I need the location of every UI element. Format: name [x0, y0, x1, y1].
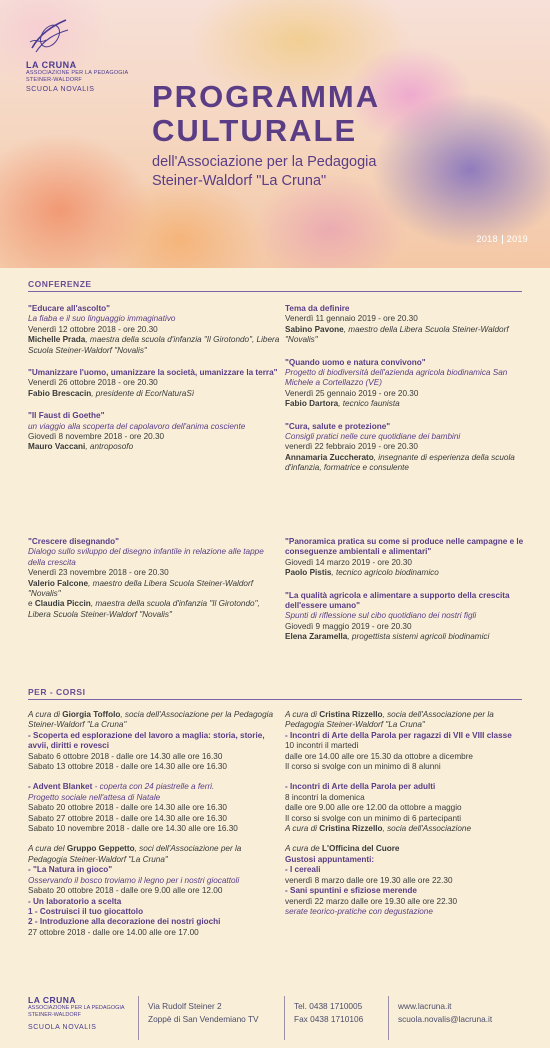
conference-item: "La qualità agricola e alimentare a supporto della crescita dell'essere umano" Spunti di riflessione sul cibo quotidiano dei nostri figli Giovedì 9 maggio 2019 - ore 20.30 Elena Zaramella, progettista sistemi agricoli biodinamici: [285, 590, 510, 642]
page-subtitle: dell'Associazione per la Pedagogia Steiner-Waldorf "La Cruna": [152, 154, 377, 189]
year-range: 2018 2019: [476, 234, 528, 244]
divider: [28, 699, 522, 700]
corsi-right: [285, 710, 525, 929]
conferenze-right-top: [285, 304, 525, 486]
course-item: A cura di Giorgia Toffolo, socia dell'Associazione per la Pedagogia Steiner-Waldorf "La Cruna" - Scoperta ed esplorazione del lavoro a maglia: storia, storie, avvii, diritti e rovesci Sabato 6 ottobre 2018 - dalle ore 14.30 alle ore 16.30 Sabato 13 ottobre 2018 - dalle ore 14.30 alle ore 16.30: [28, 710, 274, 772]
conference-item: Tema da definire Venerdì 11 gennaio 2019 - ore 20.30 Sabino Pavone, maestro della Libera Scuola Steiner-Waldorf "Novalis": [285, 304, 509, 345]
conference-item: "Educare all'ascolto" La fiaba e il suo linguaggio immaginativo Venerdì 12 ottobre 2018 - ore 20.30 Michelle Prada, maestra della scuola d'infanzia "Il Girotondo", Libera Scuola Steiner-Waldorf "Novalis": [28, 304, 280, 355]
section-corsi-label: PER - CORSI: [28, 687, 86, 697]
divider: [28, 291, 522, 292]
conference-item: "Umanizzare l'uomo, umanizzare la società, umanizzare la terra" Venerdì 26 ottobre 2018 - ore 20.30 Fabio Brescacin, presidente di EcorNaturaSì: [28, 368, 278, 398]
logo: [26, 14, 136, 93]
footer-address: Via Rudolf Steiner 2 Zoppè di San Vendemiano TV: [148, 1001, 259, 1024]
footer-logo: LA CRUNA ASSOCIAZIONE PER LA PEDAGOGIA STEINER-WALDORF SCUOLA NOVALIS: [28, 995, 125, 1031]
conferenze-left-top: [28, 304, 280, 465]
footer-phone: Tel. 0438 1710005 Fax 0438 1710106: [294, 1001, 364, 1024]
footer: [0, 992, 550, 1048]
conference-item: "Crescere disegnando" Dialogo sullo sviluppo del disegno infantile in relazione alle tappe della crescita Venerdì 23 novembre 2018 - ore 20.30 Valerio Falcone, maestro della Libera Scuola Steiner-Waldorf "Novalis" e Claudia Piccin, maestra della scuola d'infanzia "Il Girotondo", Libera Scuola Steiner-Waldorf "Novalis": [28, 537, 264, 619]
conference-item: "Quando uomo e natura convivono" Progetto di biodiversità dell'azienda agricola biodinamica San Michele a Cortellazzo (VE) Venerdì 25 gennaio 2019 - ore 20.30 Fabio Dartora, tecnico faunista: [285, 357, 508, 409]
conferenze-right-bottom: [285, 537, 525, 655]
conference-item: "Il Faust di Goethe" un viaggio alla scoperta del capolavoro dell'anima cosciente Giovedì 8 novembre 2018 - ore 20.30 Mauro Vaccani, antroposofo: [28, 411, 246, 452]
course-item: - Incontri di Arte della Parola per adulti 8 incontri la domenica dalle ore 9.00 alle ore 12.00 da ottobre a maggio Il corso si svolge con un minimo di 6 partecipanti A cura di Cristina Rizzello, socia dell'Associazione: [285, 782, 472, 834]
conference-item: "Panoramica pratica su come si produce nelle campagne e le conseguenze ambientali e alimentari" Giovedì 14 marzo 2019 - ore 20.30 Paolo Pistis, tecnico agricolo biodinamico: [285, 537, 524, 578]
footer-contacts: [398, 1000, 492, 1026]
footer-divider: [388, 996, 389, 1040]
course-item: A cura di Cristina Rizzello, socia dell'Associazione per la Pedagogia Steiner-Waldorf "La Cruna" - Incontri di Arte della Parola per ragazzi di VII e VIII classe 10 incontri il martedì dalle ore 14.00 alle ore 15.30 da ottobre a dicembre Il corso si svolge con un minimo di 8 alunni: [285, 710, 512, 772]
brand-school: SCUOLA NOVALIS: [26, 86, 95, 93]
course-item: A cura del Gruppo Geppetto, soci dell'Associazione per la Pedagogia Steiner-Waldorf "La Cruna" - "La Natura in gioco" Osservando il bosco troviamo il legno per i nostri giocattoli Sabato 20 ottobre 2018 - dalle ore 9.00 alle ore 12.00 - Un laboratorio a scelta 1 - Costruisci il tuo giocattolo 2 - Introduzione alla decorazione dei nostri giochi 27 ottobre 2018 - dalle ore 14.00 alle ore 17.00: [28, 844, 242, 937]
brand-subtitle: ASSOCIAZIONE PER LA PEDAGOGIA STEINER-WALDORF: [26, 70, 129, 83]
footer-divider: [138, 996, 139, 1040]
conferenze-left-bottom: [28, 537, 280, 632]
section-conferenze-label: CONFERENZE: [28, 279, 92, 289]
footer-divider: [284, 996, 285, 1040]
course-item: A cura de L'Officina del Cuore Gustosi appuntamenti: - I cereali venerdì 8 marzo dalle ore 19.30 alle ore 22.30 - Sani spuntini e sfiziose merende venerdì 22 marzo dalle ore 19.30 alle ore 22.30 serate teorico-pratiche con degustazione: [285, 844, 458, 916]
cruna-logo-icon: [26, 14, 74, 58]
course-item: - Advent Blanket - coperta con 24 piastrelle a ferri. Progetto sociale nell'attesa di Natale Sabato 20 ottobre 2018 - dalle ore 14.30 alle ore 16.30 Sabato 27 ottobre 2018 - dalle ore 14.30 alle ore 16.30 Sabato 10 novembre 2018 - dalle ore 14.30 alle ore 16.30: [28, 782, 238, 834]
brand-name: LA CRUNA: [26, 60, 77, 70]
conference-item: "Cura, salute e protezione" Consigli pratici nelle cure quotidiane dei bambini venerdì 22 febbraio 2019 - ore 20.30 Annamaria Zuccherato, insegnante di esperienza della scuola d'infanzia, formatrice e consulente: [285, 421, 515, 473]
page-title: PROGRAMMA CULTURALE: [152, 79, 381, 148]
website-link[interactable]: www.lacruna.it: [398, 1001, 452, 1011]
header-banner: [0, 0, 550, 268]
email-link[interactable]: scuola.novalis@lacruna.it: [398, 1014, 493, 1024]
corsi-left: [28, 710, 280, 950]
